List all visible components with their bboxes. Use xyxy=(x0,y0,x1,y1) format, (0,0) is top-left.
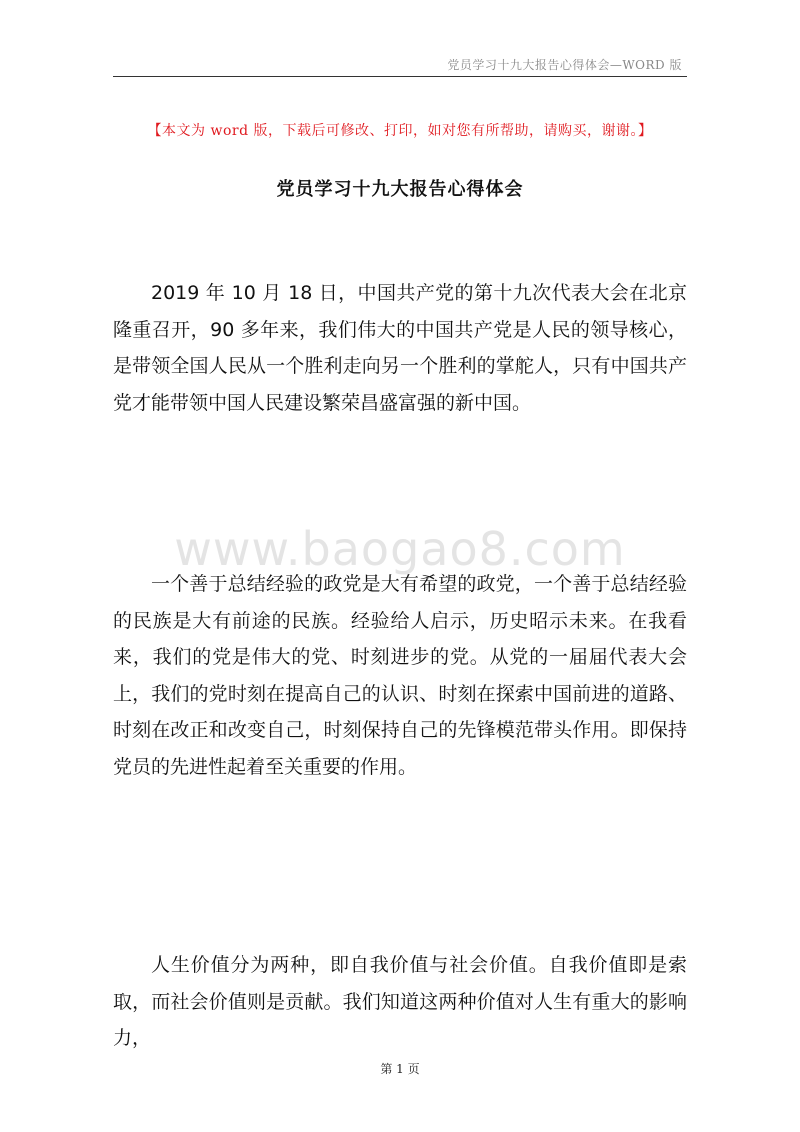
header-divider xyxy=(113,76,687,77)
document-title: 党员学习十九大报告心得体会 xyxy=(276,179,524,200)
running-header: 党员学习十九大报告心得体会—WORD 版 xyxy=(447,58,682,72)
paragraph-3: 人生价值分为两种，即自我价值与社会价值。自我价值即是索取，而社会价值则是贡献。我们知道这两种价值对人生有重大的影响力， xyxy=(113,954,687,1049)
word-version-notice: 【本文为 word 版，下载后可修改、打印，如对您有所帮助，请购买，谢谢。】 xyxy=(147,123,653,139)
paragraph-1: 2019 年 10 月 18 日，中国共产党的第十九次代表大会在北京隆重召开，90 多年来，我们伟大的中国共产党是人民的领导核心，是带领全国人民从一个胜利走向另一个胜利的掌舵人，只有中国共产党才能带领中国人民建设繁荣昌盛富强的新中国。 xyxy=(113,282,687,414)
site-watermark: www.baogao8.com xyxy=(174,522,626,576)
paragraph-2: 一个善于总结经验的政党是大有希望的政党，一个善于总结经验的民族是大有前途的民族。经验给人启示，历史昭示未来。在我看来，我们的党是伟大的党、时刻进步的党。从党的一届届代表大会上，我们的党时刻在提高自己的认识、时刻在探索中国前进的道路、时刻在改正和改变自己，时刻保持自己的先锋模范带头作用。即保持党员的先进性起着至关重要的作用。 xyxy=(113,573,687,778)
page-number: 第 1 页 xyxy=(380,1062,420,1076)
